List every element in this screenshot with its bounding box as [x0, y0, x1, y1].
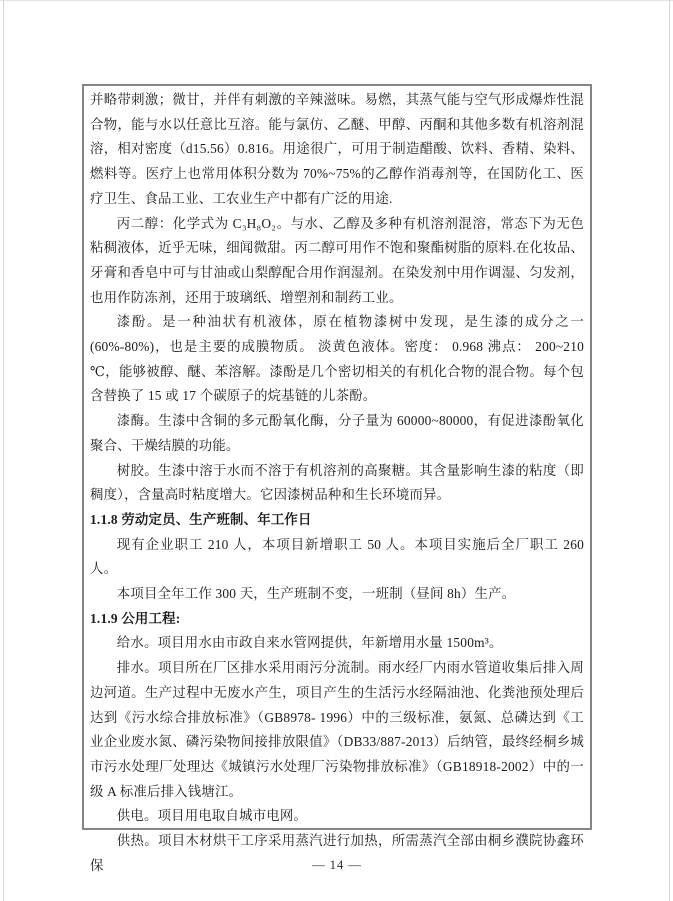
section-heading-1-1-9: 1.1.9 公用工程:	[90, 610, 181, 626]
paragraph-work-schedule: 本项目全年工作 300 天，生产班制不变，一班制（昼间 8h）生产。	[116, 586, 516, 602]
paragraph-gum: 树胶。生漆中溶于水而不溶于有机溶剂的高聚糖。其含量影响生漆的粘度（即稠度），含量高时粘度增大。它因漆树品种和生长环境而异。	[90, 462, 584, 503]
scan-edge-left	[3, 0, 4, 901]
scan-edge-top	[0, 0, 673, 1]
paragraph-drainage: 排水。项目所在厂区排水采用雨污分流制。雨水经厂内雨水管道收集后排入周边河道。生产过程中无废水产生，项目产生的生活污水经隔油池、化粪池预处理后达到《污水综合排放标准》（GB8978- 1996）中的三级标准，氨氮、总磷达到《工业企业废水氮、磷污染物间接排放限值》（DB33/887-2013）后纳管，最终经桐乡城市污水处理厂处理达《城镇污水处理厂污染物排放标准》（GB18918-2002）中的一级 A 标准后排入钱塘江。	[90, 660, 584, 799]
paragraph-urushiol: 漆酚。是一种油状有机液体，原在植物漆树中发现，是生漆的成分之一(60%-80%)，也是主要的成膜物质。 淡黄色液体。密度： 0.968 沸点： 200~210 ℃，能够被醇、醚、苯溶解。漆酚是几个密切相关的有机化合物的混合物。每个包含替换了 15 或 17 个碳原子的烷基链的儿茶酚。	[90, 314, 584, 404]
paragraph-heat-supply: 供热。项目木材烘干工序采用蒸汽进行加热，所需蒸汽全部由桐乡濮院协鑫环保	[90, 833, 584, 873]
scan-edge-right	[669, 0, 670, 901]
paragraph-propylene-glycol: 丙二醇：化学式为 C₃H₈O₂。与水、乙醇及多种有机溶剂混溶，常态下为无色粘稠液体，近乎无味，细闻微甜。丙二醇可用作不饱和聚酯树脂的原料.在化妆品、牙膏和香皂中可与甘油或山梨醇配合用作润湿剂。在染发剂中用作调湿、匀发剂，也用作防冻剂，还用于玻璃纸、增塑剂和制药工业。	[90, 215, 584, 305]
page-number: — 14 —	[312, 858, 362, 872]
paragraph-water-supply: 给水。项目用水由市政自来水管网提供，年新增用水量 1500m³。	[116, 635, 503, 651]
paragraph-continuation: 并略带刺激；微甘，并伴有刺激的辛辣滋味。易燃，其蒸气能与空气形成爆炸性混合物，能与水以任意比互溶。能与氯仿、乙醚、甲醇、丙酮和其他多数有机溶剂混溶，相对密度（d15.56）0.816。用途很广，可用于制造醋酸、饮料、香精、染料、燃料等。医疗上也常用体积分数为 70%~75%的乙醇作消毒剂等，在国防化工、医疗卫生、食品工业、工农业生产中都有广泛的用途.	[90, 92, 584, 206]
paragraph-staffing: 现有企业职工 210 人，本项目新增职工 50 人。本项目实施后全厂职工 260 人。	[90, 536, 584, 577]
paragraph-laccase: 漆酶。生漆中含铜的多元酚氧化酶，分子量为 60000~80000，有促进漆酚氧化聚合、干燥结膜的功能。	[90, 413, 584, 453]
paragraph-power-supply: 供电。项目用电取自城市电网。	[116, 808, 308, 824]
section-heading-1-1-8: 1.1.8 劳动定员、生产班制、年工作日	[90, 511, 312, 527]
